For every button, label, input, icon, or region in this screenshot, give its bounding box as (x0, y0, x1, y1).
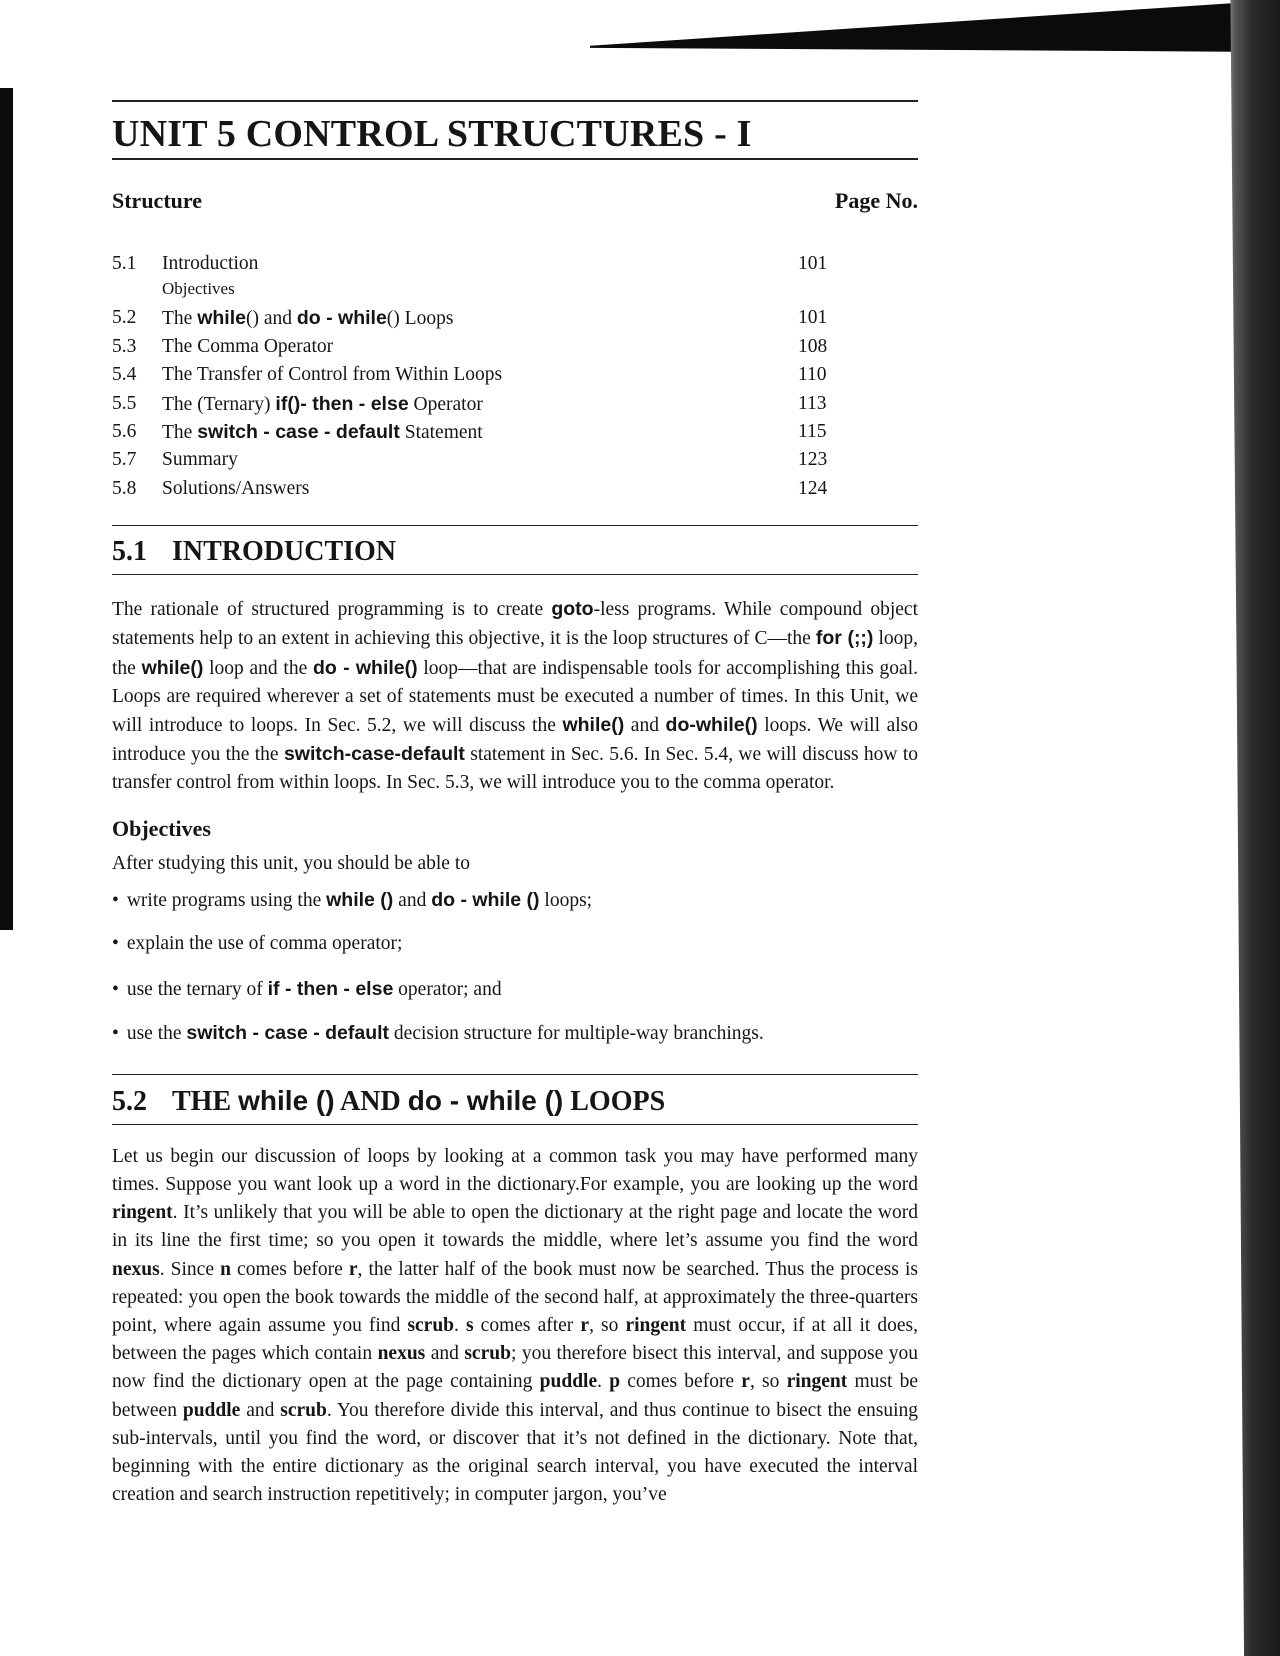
scan-left-edge (0, 88, 13, 930)
page-no-heading: Page No. (834, 188, 918, 213)
toc-row (112, 250, 918, 278)
toc-page: 101 (798, 253, 828, 274)
toc-title: Introduction (162, 253, 259, 274)
toc-number: 5.3 (112, 335, 137, 357)
toc-header (112, 188, 918, 214)
toc-number: 5.5 (112, 392, 137, 414)
toc-row (112, 361, 918, 389)
objectives-heading: Objectives (112, 815, 211, 841)
objectives-lead: After studying this unit, you should be able to (112, 852, 471, 874)
title-rule-bottom (112, 158, 918, 160)
toc-page: 115 (798, 420, 827, 442)
toc-number: 5.1 (112, 253, 137, 274)
toc-number: 5.8 (112, 477, 137, 499)
scan-top-shadow (590, 0, 1280, 52)
toc-title: The Comma Operator (162, 335, 334, 357)
document-page (112, 100, 918, 1509)
toc-page: 124 (798, 477, 828, 499)
toc-number: 5.2 (112, 307, 137, 329)
toc-number: 5.6 (112, 420, 137, 442)
toc-title: Solutions/Answers (162, 477, 310, 499)
scan-right-edge (1218, 0, 1280, 1656)
toc-title: The switch - case - default Statement (162, 420, 483, 443)
list-item: • use the switch - case - default decision structure for multiple-way branchings. (112, 1019, 918, 1064)
objectives-list (112, 886, 918, 1064)
toc-page: 110 (798, 364, 827, 386)
toc-title: Summary (162, 449, 238, 471)
toc-row (112, 390, 918, 418)
toc-row (112, 418, 918, 446)
toc-row (112, 475, 918, 503)
list-item: • write programs using the while () and do - while () loops; (112, 886, 918, 931)
list-item: • use the ternary of if - then - else operator; and (112, 975, 918, 1020)
toc-page: 108 (798, 335, 828, 357)
toc-title: The (Ternary) if()- then - else Operator (162, 392, 483, 415)
toc-number: 5.4 (112, 364, 137, 386)
table-of-contents (112, 250, 918, 503)
section-heading-loops: 5.2 THE while () AND do - while () LOOPS (112, 1084, 666, 1117)
toc-subitem: Objectives (162, 279, 235, 299)
toc-page: 101 (798, 307, 828, 329)
section-heading-introduction: 5.1 INTRODUCTION (112, 536, 397, 568)
section-rule-bottom (112, 574, 918, 575)
loops-paragraph: Let us begin our discussion of loops by looking at a common task you may have performed many times. Suppose you want look up a word in the dictionary.For example, you are looking up the word ringent. It’s unlikely that you will be able to open the dictionary at the right page and locate the word in its line the first time; so you open it towards the middle, where let’s assume you find the word nexus. Since n comes before r, the latter half of the book must now be searched. Thus the process is repeated: you open the book towards the middle of the second half, at approximately the three-quarters point, where again assume you find scrub. s comes after r, so ringent must occur, if at all it does, between the pages which contain nexus and scrub; you therefore bisect this interval, and suppose you now find the dictionary open at the page containing puddle. p comes before r, so ringent must be between puddle and scrub. You therefore divide this interval, and thus continue to bisect the ensuing sub-intervals, until you find the word, or discover that it’s not defined in the dictionary. Note that, beginning with the entire dictionary as the original search interval, you have executed the interval creation and search instruction repetitively; in computer jargon, you’ve (112, 1145, 919, 1506)
toc-page: 123 (798, 449, 828, 471)
toc-title: The Transfer of Control from Within Loops (162, 364, 503, 386)
structure-heading: Structure (112, 188, 203, 213)
toc-number: 5.7 (112, 449, 137, 471)
unit-title: UNIT 5 CONTROL STRUCTURES - I (112, 113, 752, 155)
toc-row (112, 333, 918, 361)
list-item: • explain the use of comma operator; (112, 930, 918, 975)
toc-page: 113 (798, 392, 827, 414)
toc-row (112, 304, 918, 332)
introduction-paragraph: The rationale of structured programming is to create goto-less programs. While compound object statements help to an extent in achieving this objective, it is the loop structures of C—the for (;;) loop, the while() loop and the do - while() loop—that are indispensable tools for accomplishing this goal. Loops are required wherever a set of statements must be executed a number of times. In this Unit, we will introduce to loops. In Sec. 5.2, we will discuss the while() and do-while() loops. We will also introduce you the the switch-case-default statement in Sec. 5.6. In Sec. 5.4, we will discuss how to transfer control from within loops. In Sec. 5.3, we will introduce you to the comma operator. (112, 598, 918, 794)
toc-title: The while() and do - while() Loops (162, 307, 454, 330)
toc-row (112, 446, 918, 474)
section-rule-bottom (112, 1124, 918, 1125)
